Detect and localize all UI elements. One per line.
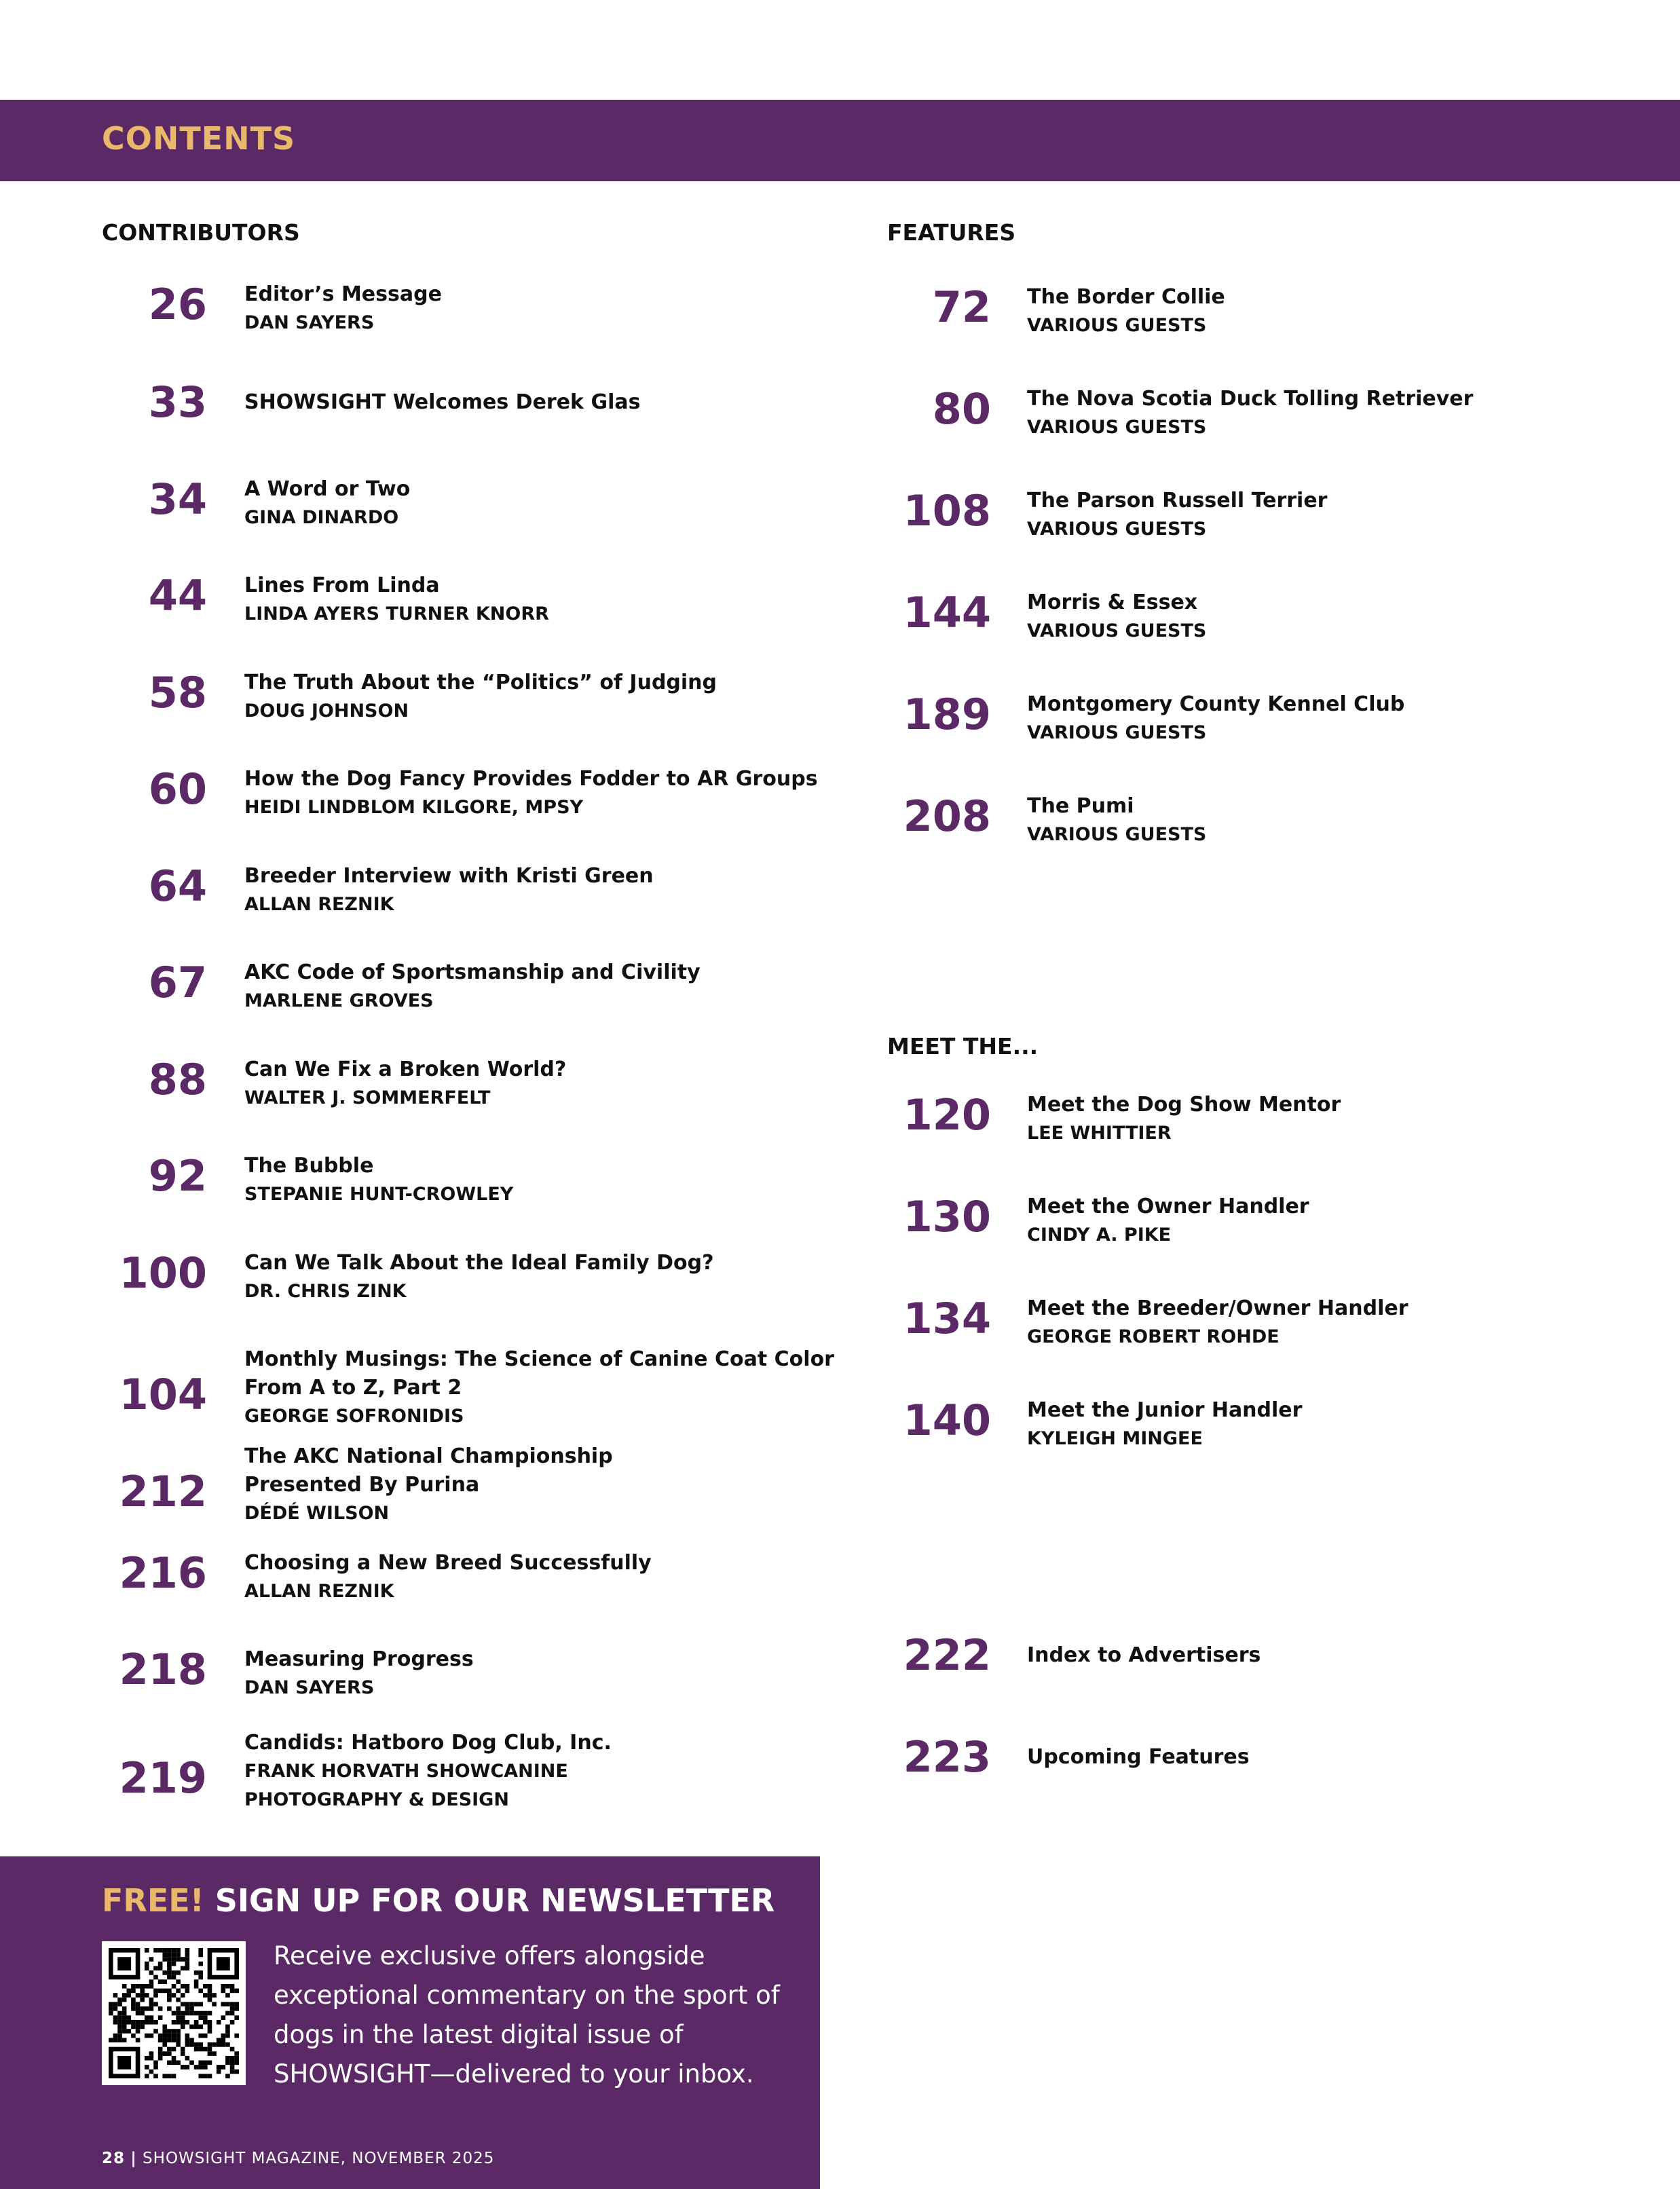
toc-entry-text [1027, 1294, 1408, 1351]
toc-entry-text [244, 1442, 613, 1528]
newsletter-box [0, 1856, 820, 2189]
toc-page-number: 223 [903, 1732, 991, 1782]
toc-entry-text [244, 1055, 566, 1112]
toc-entry-author: WALTER J. SOMMERFELT [244, 1087, 491, 1108]
toc-entry-text [244, 765, 818, 822]
toc-entry-text [1027, 1743, 1250, 1772]
section-heading-contributors: CONTRIBUTORS [102, 219, 300, 246]
toc-entry-text [1027, 385, 1473, 442]
toc-entry-author: VARIOUS GUESTS [1027, 722, 1207, 743]
toc-entry-author: CINDY A. PIKE [1027, 1224, 1172, 1246]
toc-entry-text [244, 958, 701, 1015]
toc-entry-author: STEPANIE HUNT-CROWLEY [244, 1184, 514, 1205]
toc-page-number: 216 [119, 1548, 207, 1598]
toc-entry-title: The Bubble [244, 1154, 374, 1178]
toc-entry-title: From A to Z, Part 2 [244, 1376, 462, 1400]
toc-entry-text [1027, 792, 1206, 849]
toc-entry-title: Meet the Breeder/Owner Handler [1027, 1296, 1408, 1320]
toc-entry-text [244, 1345, 834, 1431]
toc-entry-title: The Pumi [1027, 794, 1134, 818]
toc-entry-title: The Border Collie [1027, 285, 1225, 309]
toc-entry-author: FRANK HORVATH SHOWCANINE [244, 1761, 568, 1782]
toc-page-number: 33 [148, 377, 207, 427]
toc-entry-text [1027, 283, 1225, 340]
qr-code-icon[interactable] [102, 1941, 246, 2085]
toc-entry-author: VARIOUS GUESTS [1027, 417, 1207, 438]
toc-page-number: 26 [148, 280, 207, 329]
toc-entry-author: LEE WHITTIER [1027, 1123, 1172, 1144]
toc-entry-title: Presented By Purina [244, 1473, 480, 1497]
toc-entry-title: The Truth About the “Politics” of Judging [244, 671, 717, 694]
toc-entry-text [244, 1549, 652, 1606]
toc-page-number: 212 [119, 1467, 207, 1516]
toc-page-number: 140 [903, 1396, 991, 1445]
toc-entry-author: DR. CHRIS ZINK [244, 1281, 407, 1302]
toc-page-number: 104 [119, 1370, 207, 1419]
toc-entry-title: Upcoming Features [1027, 1745, 1250, 1769]
toc-entry-text [1027, 487, 1327, 544]
toc-entry-title: Morris & Essex [1027, 591, 1198, 614]
toc-entry-text [244, 280, 442, 337]
newsletter-description: Receive exclusive offers alongside exceptional commentary on the sport of dogs in the latest digital issue of SHOWSIGHT—delivered to your inbox. [274, 1941, 780, 2089]
footer-separator: | [130, 2150, 137, 2167]
toc-entry-author: GEORGE SOFRONIDIS [244, 1406, 464, 1427]
toc-entry-title: Can We Fix a Broken World? [244, 1058, 567, 1081]
toc-entry-text [244, 669, 717, 726]
toc-entry-text [244, 388, 640, 417]
toc-entry-author: LINDA AYERS TURNER KNORR [244, 603, 549, 624]
newsletter-heading-text: SIGN UP FOR OUR NEWSLETTER [214, 1882, 775, 1919]
toc-page-number: 72 [932, 282, 991, 332]
toc-page-number: 80 [932, 384, 991, 434]
page-title: CONTENTS [102, 120, 296, 157]
toc-page-number: 88 [148, 1055, 207, 1104]
toc-entry-author: ALLAN REZNIK [244, 1581, 394, 1602]
toc-page-number: 144 [903, 588, 991, 637]
toc-entry-title: Measuring Progress [244, 1647, 474, 1671]
toc-entry-author: VARIOUS GUESTS [1027, 519, 1207, 540]
toc-entry-author: VARIOUS GUESTS [1027, 824, 1207, 845]
toc-entry-text [1027, 690, 1404, 747]
toc-page-number: 208 [903, 791, 991, 841]
toc-entry-author: HEIDI LINDBLOM KILGORE, MPSY [244, 797, 584, 818]
toc-entry-title: AKC Code of Sportsmanship and Civility [244, 960, 701, 984]
toc-entry-title: Choosing a New Breed Successfully [244, 1551, 652, 1575]
toc-entry-text [1027, 1193, 1309, 1250]
section-heading-meet: MEET THE... [887, 1033, 1039, 1060]
section-heading-features: FEATURES [887, 219, 1016, 246]
toc-entry-title: The Parson Russell Terrier [1027, 489, 1328, 512]
toc-entry-title: A Word or Two [244, 477, 411, 501]
toc-entry-text [244, 1729, 612, 1814]
toc-page-number: 222 [903, 1630, 991, 1680]
toc-entry-title: Monthly Musings: The Science of Canine Coat Color [244, 1347, 834, 1371]
toc-entry-author: VARIOUS GUESTS [1027, 620, 1207, 641]
toc-page-number: 218 [119, 1645, 207, 1694]
toc-entry-title: Candids: Hatboro Dog Club, Inc. [244, 1731, 612, 1755]
toc-page-number: 189 [903, 690, 991, 739]
toc-page-number: 67 [148, 958, 207, 1007]
toc-entry-title: Montgomery County Kennel Club [1027, 692, 1405, 716]
contents-banner [0, 100, 1680, 181]
toc-entry-title: The AKC National Championship [244, 1444, 613, 1468]
toc-entry-author: GINA DINARDO [244, 507, 399, 528]
toc-entry-text [244, 572, 549, 629]
toc-entry-author: DOUG JOHNSON [244, 700, 409, 722]
toc-page-number: 60 [148, 764, 207, 814]
toc-page-number: 120 [903, 1090, 991, 1140]
toc-entry-author: DAN SAYERS [244, 1677, 375, 1698]
toc-entry-text [1027, 1091, 1341, 1148]
toc-entry-title: Meet the Dog Show Mentor [1027, 1093, 1341, 1117]
toc-entry-text [244, 1645, 474, 1702]
toc-page-number: 130 [903, 1192, 991, 1241]
toc-entry-title: The Nova Scotia Duck Tolling Retriever [1027, 387, 1474, 411]
toc-entry-title: Index to Advertisers [1027, 1643, 1261, 1667]
toc-page-number: 34 [148, 474, 207, 524]
toc-entry-title: Can We Talk About the Ideal Family Dog? [244, 1251, 714, 1275]
toc-entry-author: GEORGE ROBERT ROHDE [1027, 1326, 1280, 1347]
toc-entry-text [244, 1249, 713, 1306]
toc-entry-title: Breeder Interview with Kristi Green [244, 864, 654, 888]
toc-page-number: 92 [148, 1151, 207, 1201]
toc-page-number: 108 [903, 486, 991, 536]
toc-entry-title: Meet the Owner Handler [1027, 1195, 1309, 1218]
toc-entry-author: DAN SAYERS [244, 312, 375, 333]
toc-entry-title: Lines From Linda [244, 574, 440, 597]
toc-page-number: 64 [148, 861, 207, 911]
toc-entry-text [1027, 1641, 1261, 1670]
toc-page-number: 58 [148, 668, 207, 717]
toc-entry-text [244, 1152, 513, 1209]
page-number: 28 [102, 2150, 126, 2167]
toc-page-number: 100 [119, 1248, 207, 1298]
toc-entry-title: How the Dog Fancy Provides Fodder to AR Groups [244, 767, 818, 791]
toc-entry-text [244, 475, 410, 532]
toc-entry-text [1027, 1396, 1302, 1453]
toc-entry-author: ALLAN REZNIK [244, 894, 394, 915]
toc-entry-title: Editor’s Message [244, 282, 442, 306]
toc-page-number: 219 [119, 1753, 207, 1803]
toc-entry-title: SHOWSIGHT Welcomes Derek Glas [244, 390, 641, 414]
page-footer [102, 2150, 494, 2167]
toc-page-number: 44 [148, 571, 207, 620]
newsletter-free-label: FREE! [102, 1882, 204, 1919]
toc-entry-author: PHOTOGRAPHY & DESIGN [244, 1789, 509, 1810]
toc-entry-author: DÉDÉ WILSON [244, 1503, 390, 1524]
toc-entry-text [1027, 588, 1206, 646]
toc-entry-author: MARLENE GROVES [244, 990, 434, 1011]
toc-entry-author: VARIOUS GUESTS [1027, 315, 1207, 336]
toc-page-number: 134 [903, 1294, 991, 1343]
toc-entry-text [244, 862, 654, 919]
publication-info: SHOWSIGHT MAGAZINE, NOVEMBER 2025 [143, 2150, 495, 2167]
toc-entry-title: Meet the Junior Handler [1027, 1398, 1303, 1422]
newsletter-heading [102, 1882, 774, 1919]
toc-entry-author: KYLEIGH MINGEE [1027, 1428, 1203, 1449]
